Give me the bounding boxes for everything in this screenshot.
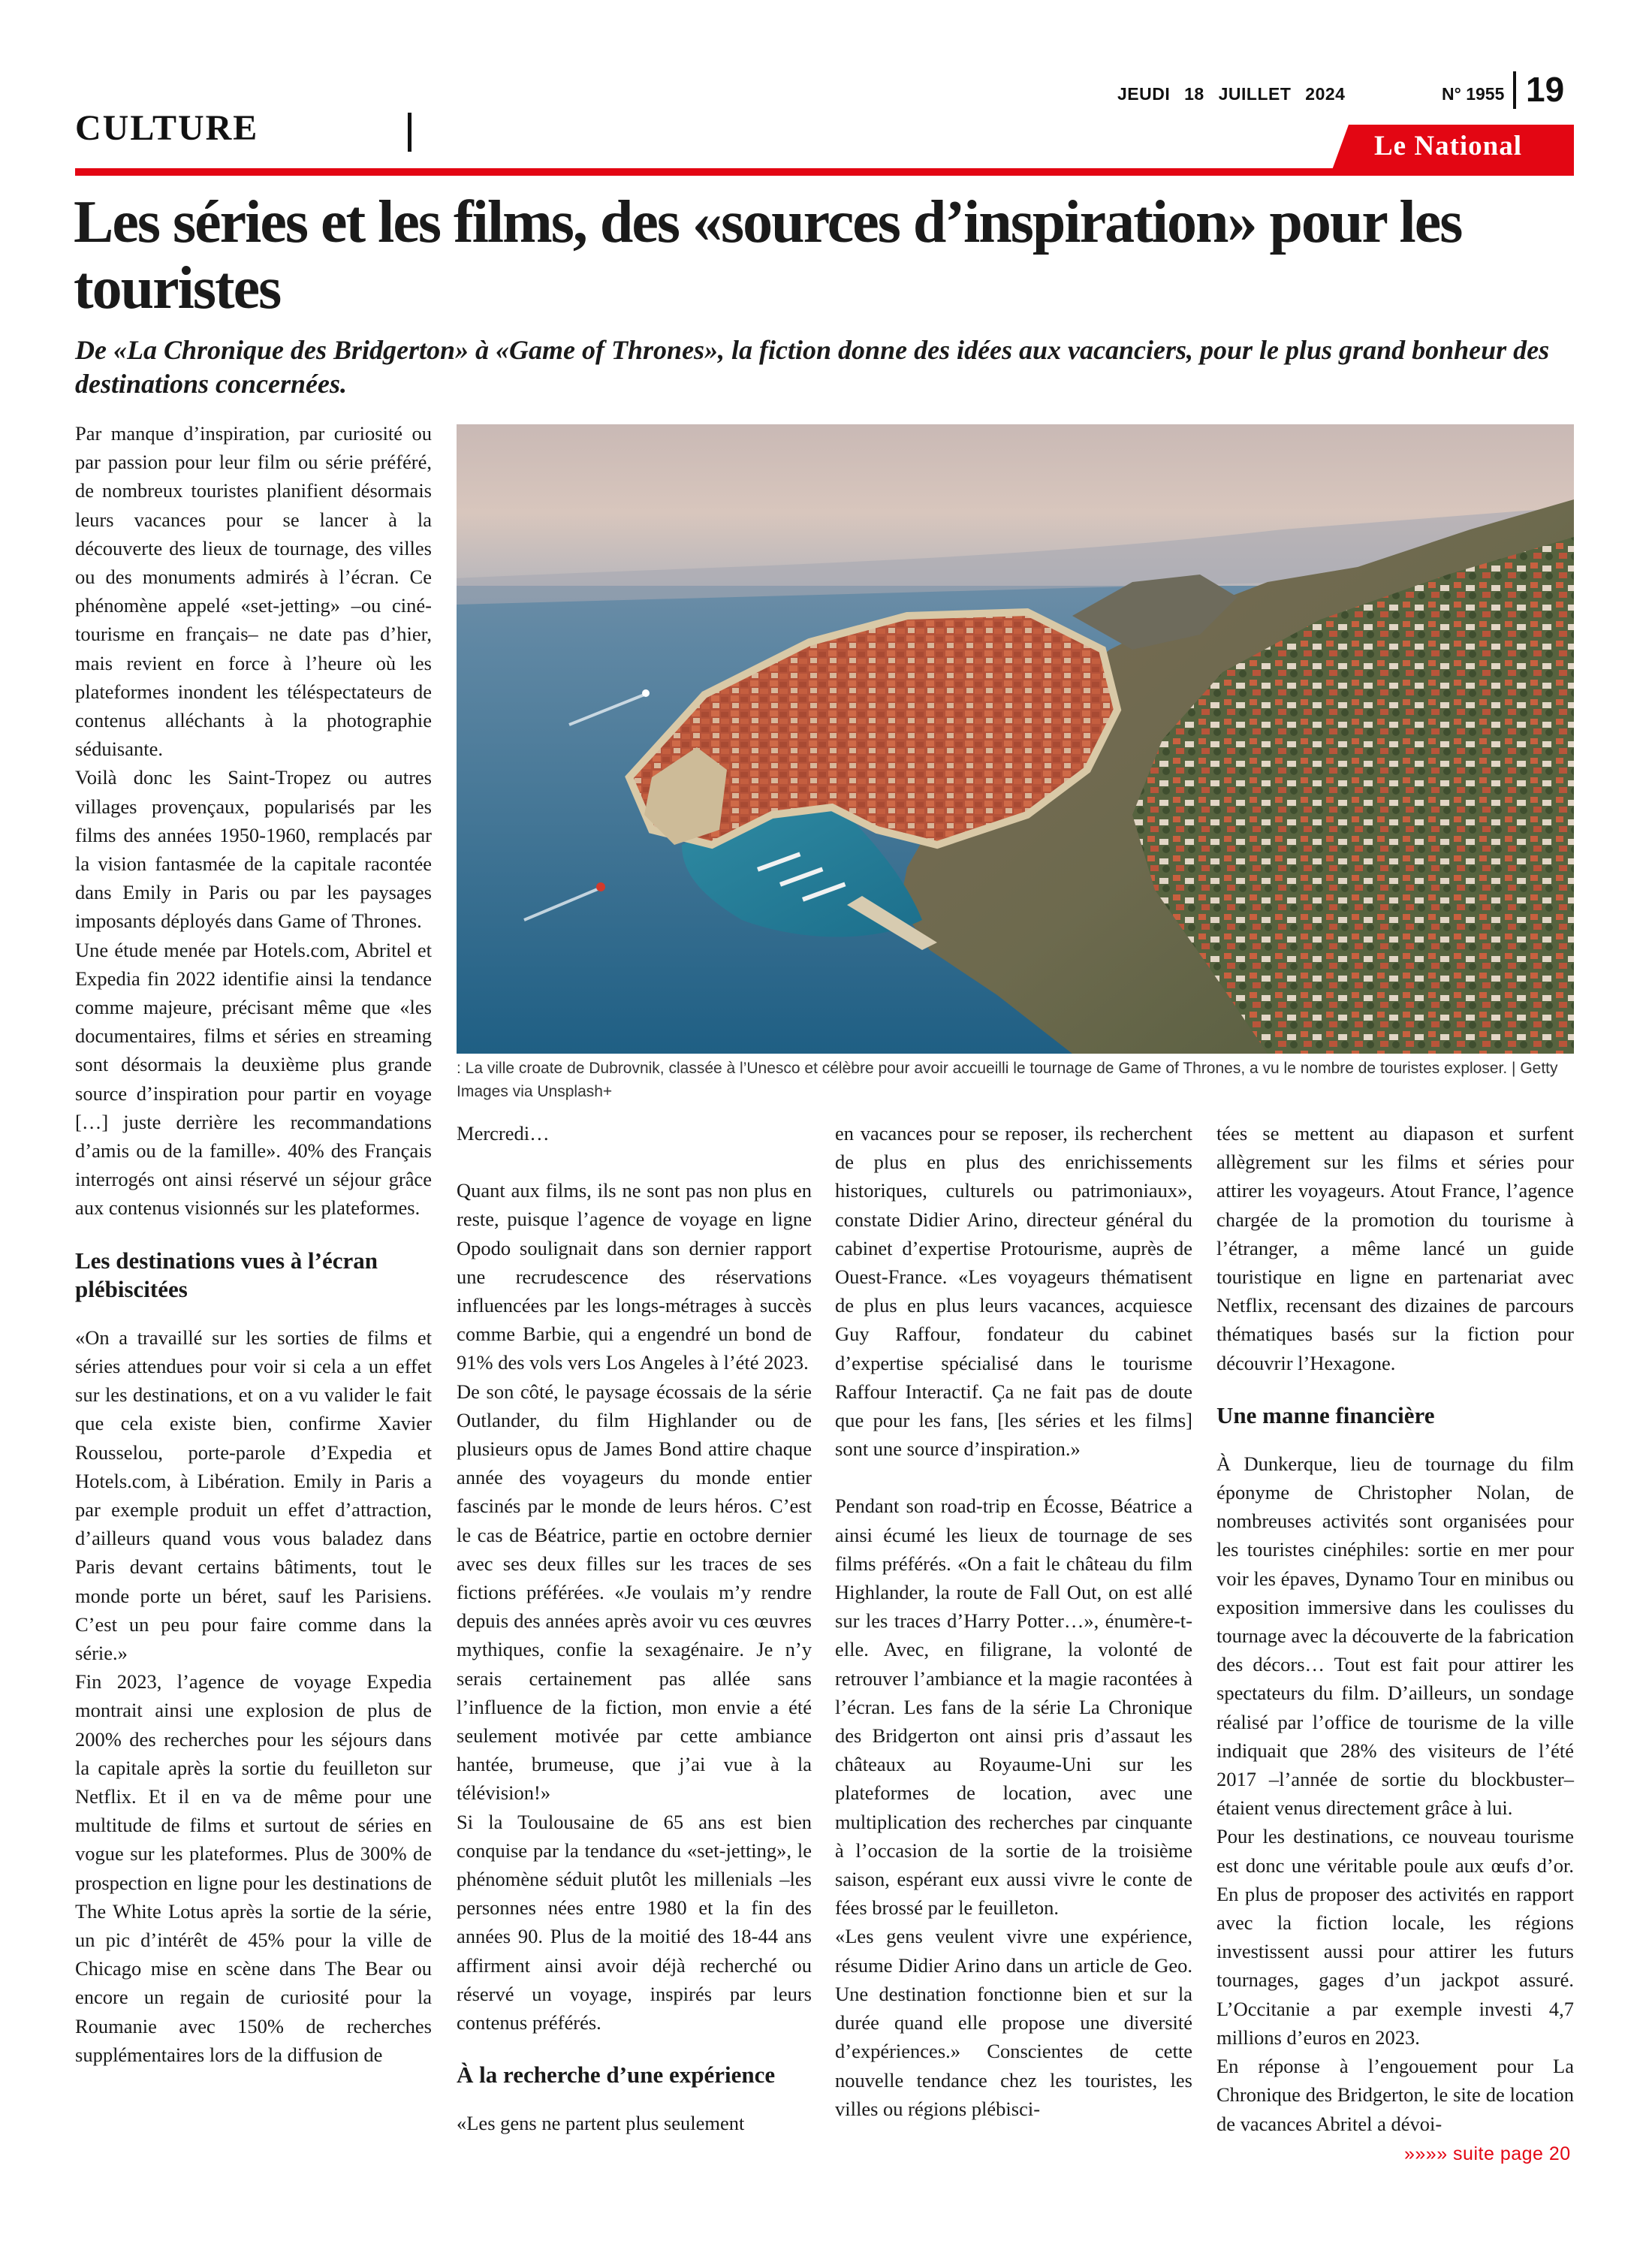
dateline: JEUDI 18 JUILLET 2024 bbox=[1117, 84, 1346, 104]
paragraph: tées se mettent au diapason et surfent allègrement sur les films et séries pour attirer les voyageurs. Atout France, l’agence chargée de la promotion du tourisme à l’étranger, a même lancé un guide touristique en ligne en partenariat avec Netflix, recensant des dizaines de parcours thématiques basés sur la fiction pour découvrir l’Hexagone. bbox=[1216, 1122, 1574, 1374]
subheading: À la recherche d’une expérience bbox=[457, 2061, 776, 2089]
photo-caption: : La ville croate de Dubrovnik, classée à l’Unesco et célèbre pour avoir accueilli le tournage de Game of Thrones, a vu le nombre de touristes exploser. | Getty Images via Unsplash+ bbox=[457, 1060, 1558, 1100]
article-column-1 bbox=[75, 419, 432, 2069]
paragraph: Pour les destinations, ce nouveau tourisme est donc une véritable poule aux œufs d’or. En plus de proposer des activités en rapport avec la fiction locale, les régions investissent aussi pour attirer les futurs tournages, gages d’un jackpot assuré. L’Occitanie a par exemple investi 4,7 millions d’euros en 2023. bbox=[1216, 1825, 1574, 2049]
paragraph: Si la Toulousaine de 65 ans est bien conquise par la tendance du «set-jetting», le phénomène séduit plutôt les millenials –les personnes nées entre 1980 et la fin des années 90. Plus de la moitié des 18-44 ans affirment ainsi avoir déjà recherché ou réservé un voyage, inspirés par leurs contenus préférés. bbox=[457, 1810, 812, 2034]
article-column-4 bbox=[1216, 1119, 1574, 2138]
article-column-3 bbox=[835, 1119, 1192, 2123]
paragraph: De son côté, le paysage écossais de la série Outlander, du film Highlander ou de plusieurs opus de James Bond attire chaque année des voyageurs du monde entier fascinés par le monde de leurs héros. C’est le cas de Béatrice, partie en octobre dernier avec ses deux filles sur les traces de ses fictions préférées. «Je voulais m’y rendre depuis des années après avoir vu ces œuvres mythiques, confie la sexagénaire. Je n’y serais certainement pas allée sans l’influence de la fiction, mon envie a été seulement motivée par cette ambiance hantée, brumeuse, que j’ai vue à la télévision!» bbox=[457, 1380, 812, 1805]
paragraph: «Les gens ne partent plus seulement bbox=[457, 2112, 745, 2135]
section-label: CULTURE bbox=[75, 108, 259, 148]
header-rule bbox=[75, 168, 1574, 176]
paragraph: En réponse à l’engouement pour La Chronique des Bridgerton, le site de location de vacances Abritel a dévoi- bbox=[1216, 2055, 1574, 2135]
section-divider bbox=[408, 113, 411, 152]
paragraph: Fin 2023, l’agence de voyage Expedia montrait ainsi une explosion de plus de 200% des recherches pour les séjours dans la capitale après la sortie du feuilleton sur Netflix. Et il en va de même pour une multitude de films et surtout de séries en vogue sur les plateformes. Plus de 300% de prospection en ligne pour les destinations de The White Lotus après la sortie de la série, un pic d’intérêt de 45% pour la ville de Chicago mise en scène dans The Bear ou encore un regain de curiosité pour la Roumanie avec 150% de recherches supplémentaires lors de la diffusion de bbox=[75, 1670, 432, 2066]
article-standfirst: De «La Chronique des Bridgerton» à «Game of Thrones», la fiction donne des idées aux vacanciers, pour le plus grand bonheur des destinations concernées. bbox=[75, 335, 1550, 399]
paragraph: Pendant son road-trip en Écosse, Béatrice a ainsi écumé les lieux de tournage de ses films préférés. «On a fait le château du film Highlander, la route de Fall Out, on est allé sur les traces d’Harry Potter…», énumère-t-elle. Avec, en filigrane, la volonté de retrouver l’ambiance et la magie racontées à l’écran. Les fans de la série La Chronique des Bridgerton ont ainsi pris d’assaut les châteaux au Royaume-Uni sur les plateformes de location, avec une multiplication des recherches par cinquante à l’occasion de la sortie de la troisième saison, espérant eux aussi vivre le conte de fées brossé par le feuilleton. bbox=[835, 1494, 1192, 1920]
paragraph: Quant aux films, ils ne sont pas non plus en reste, puisque l’agence de voyage en ligne Opodo soulignait dans son dernier rapport une recrudescence des réservations influencées par les longs-métrages à succès comme Barbie, qui a engendré un bond de 91% des vols vers Los Angeles à l’été 2023. bbox=[457, 1179, 812, 1374]
page-number: 19 bbox=[1526, 70, 1565, 109]
page-number-divider bbox=[1513, 71, 1516, 109]
subheading: Les destinations vues à l’écran plébiscitées bbox=[75, 1247, 378, 1302]
subheading: Une manne financière bbox=[1216, 1401, 1435, 1428]
paragraph: À Dunkerque, lieu de tournage du film éponyme de Christopher Nolan, de nombreuses activités sont organisées pour les touristes cinéphiles: sortie en mer pour voir les épaves, Dynamo Tour en minibus ou exposition immersive dans les coulisses du tournage avec la découverte de la fabrication des décors… Tout est fait pour attirer les spectateurs du film. D’ailleurs, un sondage réalisé par l’office de tourisme de la ville indiquait que 28% des visiteurs de l’été 2017 –l’année de sortie du blockbuster– étaient venus directement grâce à lui. bbox=[1216, 1452, 1574, 1820]
article-photo bbox=[457, 424, 1574, 1054]
paragraph: Par manque d’inspiration, par curiosité ou par passion pour leur film ou série préféré, de nombreux touristes planifient désormais leurs vacances pour se lancer à la découverte des lieux de tournage, des villes ou des monuments admirés à l’écran. Ce phénomène appelé «set-jetting» –ou ciné-tourisme en français– ne date pas d’hier, mais revient en force à l’heure où les plateformes inondent les téléspectateurs de contenus alléchants à la photographie séduisante. bbox=[75, 422, 432, 761]
paragraph: Mercredi… bbox=[457, 1122, 550, 1145]
paragraph: Une étude menée par Hotels.com, Abritel et Expedia fin 2022 identifie ainsi la tendance comme majeure, précisant même que «les documentaires, films et séries en streaming sont désormais la deuxième plus grande source d’inspiration pour partir en voyage […] juste derrière les recommandations d’amis ou de la famille». 40% des Français interrogés ont ainsi réservé un séjour grâce aux contenus visionnés sur les plateformes. bbox=[75, 938, 432, 1220]
paragraph: «On a travaillé sur les sorties de films et séries attendues pour voir si cela a un effet sur les destinations, et on a vu valider le fait que cela existe bien, confirme Xavier Rousselou, porte-parole d’Expedia et Hotels.com, à Libération. Emily in Paris a par exemple produit un effet d’attraction, d’ailleurs quand vous vous baladez dans Paris devant certains bâtiments, tout le monde porte un béret, sauf les Parisiens. C’est un peu pour faire comme dans la série.» bbox=[75, 1326, 432, 1664]
article-headline: Les séries et les films, des «sources d’inspiration» pour les touristes bbox=[74, 189, 1462, 321]
paragraph: en vacances pour se reposer, ils recherchent de plus en plus des enrichissements historiques, culturels ou patrimoniaux», constate Didier Arino, directeur général du cabinet d’expertise Protourisme, auprès de Ouest-France. «Les voyageurs thématisent de plus en plus leurs vacances, acquiesce Guy Raffour, fondateur du cabinet d’expertise spécialisé dans le tourisme Raffour Interactif. Ça ne fait pas de doute que pour les fans, [les séries et les films] sont une source d’inspiration.» bbox=[835, 1122, 1192, 1461]
brand-name: Le National bbox=[1374, 131, 1523, 161]
article-column-2 bbox=[457, 1119, 812, 2138]
dubrovnik-aerial-photo bbox=[457, 424, 1574, 1054]
paragraph: Voilà donc les Saint-Tropez ou autres villages provençaux, popularisés par les films des années 1950-1960, remplacés par la vision fantasmée de la capitale racontée dans Emily in Paris ou par les paysages imposants déployés dans Game of Thrones. bbox=[75, 766, 432, 933]
paragraph: «Les gens veulent vivre une expérience, résume Didier Arino dans un article de Geo. Une destination fonctionne bien et sur la durée quand elle propose une diversité d’expériences.» Conscientes de cette nouvelle tendance chez les touristes, les villes ou régions plébisci- bbox=[835, 1925, 1192, 2120]
continued-link[interactable]: »»»» suite page 20 bbox=[1404, 2143, 1571, 2164]
issue-number: N° 1955 bbox=[1442, 84, 1505, 104]
